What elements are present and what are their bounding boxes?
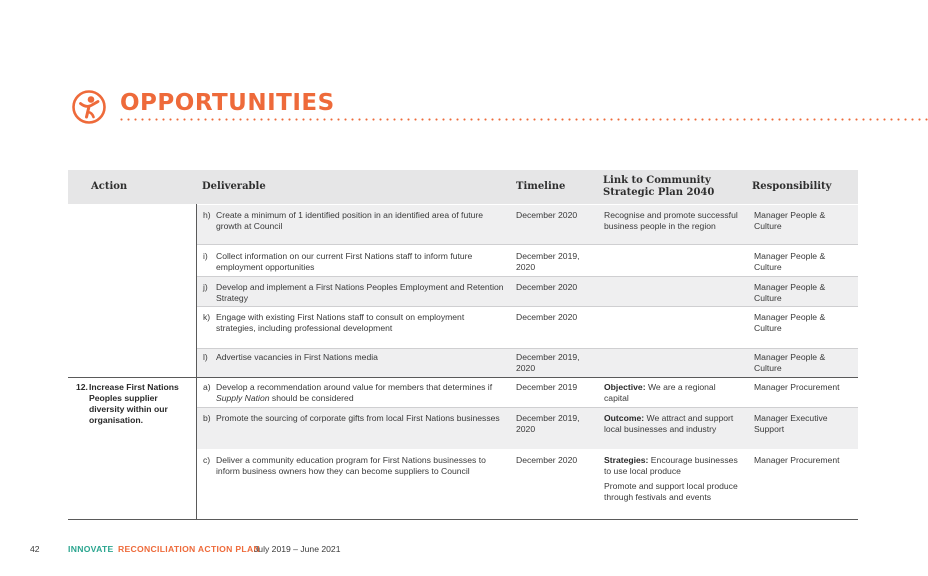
- row-letter: k): [203, 312, 211, 322]
- page-number: 42: [30, 544, 40, 554]
- timeline-cell: December 2020: [516, 282, 578, 292]
- section-header: [72, 88, 928, 128]
- deliverable-cell: Create a minimum of 1 identified position in an identified area of future growth at Council: [216, 210, 484, 231]
- row-letter: h): [203, 210, 211, 220]
- timeline-cell: December 2019, 2020: [516, 413, 580, 434]
- table-bottom-border: [68, 519, 858, 520]
- footer-rap-title: RECONCILIATION ACTION PLAN: [118, 544, 260, 554]
- footer-innovate: INNOVATE: [68, 544, 114, 554]
- row-letter: c): [203, 455, 211, 465]
- table-header: [68, 170, 858, 204]
- responsibility-cell: Manager People & Culture: [754, 352, 826, 373]
- supply-nation-text: Supply Nation: [216, 393, 270, 403]
- deliverable-cell: Promote the sourcing of corporate gifts from local First Nations businesses: [216, 413, 500, 423]
- row-letter: i): [203, 251, 208, 261]
- deliverable-cell: Develop and implement a First Nations Peoples Employment and Retention Strategy: [216, 282, 504, 303]
- deliverable-cell: Deliver a community education program for First Nations businesses to inform business owners how they can become suppliers to Council: [216, 455, 486, 476]
- responsibility-cell: Manager People & Culture: [754, 282, 826, 303]
- action-number: 12.: [76, 382, 88, 392]
- page-footer: [0, 544, 928, 558]
- row-letter: a): [203, 382, 211, 392]
- timeline-cell: December 2020: [516, 455, 578, 465]
- responsibility-cell: Manager People & Culture: [754, 251, 826, 272]
- dotted-divider: [118, 118, 928, 121]
- action-text: Increase First Nations Peoples supplier diversity within our organisation.: [89, 382, 179, 425]
- header-deliverable: Deliverable: [202, 181, 266, 192]
- timeline-cell: December 2020: [516, 312, 578, 322]
- header-timeline: Timeline: [516, 181, 566, 192]
- column-divider: [196, 204, 197, 519]
- header-responsibility: Responsibility: [752, 181, 832, 192]
- responsibility-cell: Manager People & Culture: [754, 210, 826, 231]
- row-letter: j): [203, 282, 208, 292]
- deliverable-cell: Develop a recommendation around value for members that determines if Supply Nation should be considered: [216, 382, 493, 403]
- timeline-cell: December 2019: [516, 382, 578, 392]
- page-title: OPPORTUNITIES: [120, 90, 335, 116]
- deliverable-cell: Collect information on our current First Nations staff to inform future employment opportunities: [216, 251, 473, 272]
- link-cell: Objective: We are a regional capital: [604, 382, 716, 403]
- deliverable-cell: Advertise vacancies in First Nations media: [216, 352, 378, 362]
- row-letter: l): [203, 352, 208, 362]
- responsibility-cell: Manager Procurement: [754, 455, 840, 465]
- responsibility-cell: Manager Procurement: [754, 382, 840, 392]
- link-cell-extra: Promote and support local produce through festivals and events: [604, 481, 738, 502]
- header-action: Action: [91, 181, 128, 192]
- deliverable-cell: Engage with existing First Nations staff to consult on employment strategies, including professional development: [216, 312, 465, 333]
- link-cell: Outcome: We attract and support local businesses and industry: [604, 413, 734, 434]
- link-cell: Strategies: Encourage businesses to use local produce: [604, 455, 738, 476]
- link-cell: Recognise and promote successful business people in the region: [604, 210, 738, 231]
- row-letter: b): [203, 413, 211, 423]
- responsibility-cell: Manager Executive Support: [754, 413, 828, 434]
- person-icon: [72, 90, 106, 124]
- responsibility-cell: Manager People & Culture: [754, 312, 826, 333]
- header-link: Link to Community Strategic Plan 2040: [603, 175, 715, 198]
- timeline-cell: December 2020: [516, 210, 578, 220]
- timeline-cell: December 2019, 2020: [516, 352, 580, 373]
- footer-dates: July 2019 – June 2021: [254, 544, 341, 554]
- timeline-cell: December 2019, 2020: [516, 251, 580, 272]
